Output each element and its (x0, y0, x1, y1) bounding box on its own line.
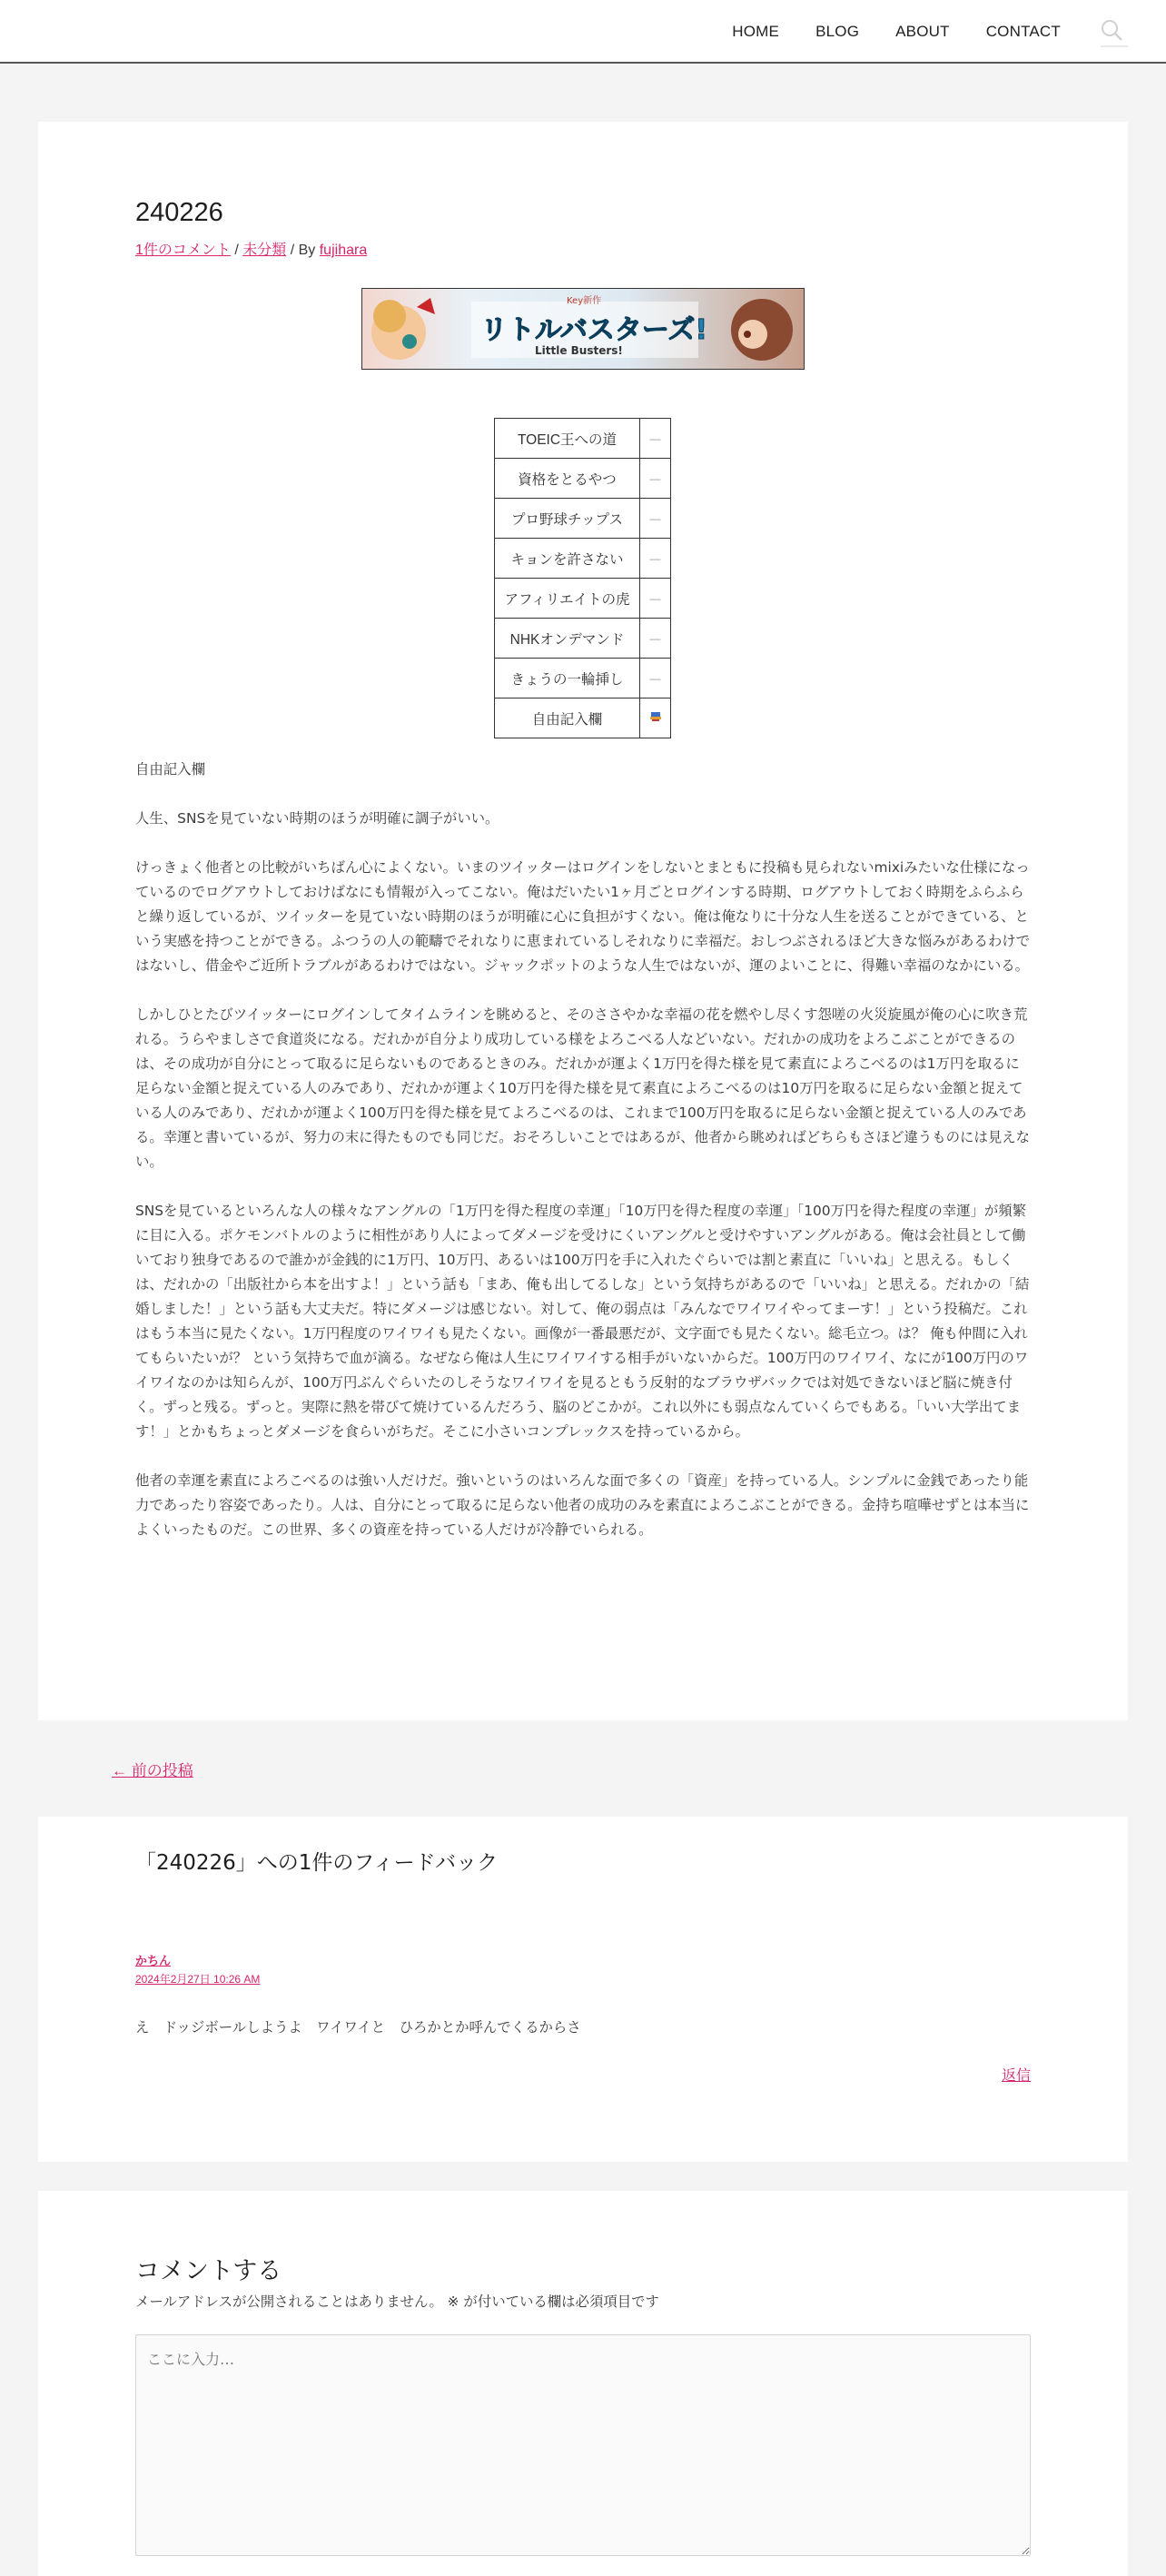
banner-small-text: Key新作 (567, 296, 602, 306)
link-table (494, 418, 671, 738)
post-content (135, 758, 1031, 1567)
site-header (0, 0, 1166, 64)
meta-separator: / (234, 243, 243, 258)
reply-link[interactable]: 返信 (1001, 2066, 1031, 2084)
link-table-mark: — (640, 499, 671, 539)
post-paragraph: 他者の幸運を素直によろこべるのは強い人だけだ。強いというのはいろんな面で多くの「資産」を持っている人。シンプルに金銭であったり能力であったり容姿であったり。人は、自分にとって取るに足らない他者の成功のみを素直によろこぶことができる。金持ち喧嘩せずとは本当によくいったものだ。この世界、多くの資産を持っている人だけが冷静でいられる。 (135, 1472, 1030, 1538)
link-table-mark (640, 698, 671, 738)
link-table-label[interactable]: アフィリエイトの虎 (495, 579, 640, 619)
reply-title: コメントする (135, 2257, 282, 2285)
comment-author[interactable]: かちん (135, 1955, 172, 1968)
link-table-row (495, 539, 671, 579)
nav-blog-link[interactable]: BLOG (815, 23, 860, 40)
nav-home-link[interactable]: HOME (732, 23, 780, 40)
link-table-mark: — (640, 459, 671, 499)
banner-sub-text: Little Busters! (535, 344, 623, 357)
comment-date[interactable]: 2024年2月27日 10:26 AM (135, 1973, 261, 1986)
post-paragraph: けっきょく他者との比較がいちばん心によくない。いまのツイッターはログインをしないとまともに投稿も見られないmixiみたいな仕様になっているのでログアウトしておけばなにも情報が入ってこない。俺はだいたい1ヶ月ごとログインする時期、ログアウトしておく時期をふらふらと繰り返しているが、ツイッターを見ていない時期のほうが明確に心に負担がすくない。俺は俺なりに十分な人生を送ることができている、という実感を持つことができる。ふつうの人の範疇でそれなりに恵まれているしそれなりに幸福だ。おしつぶされるほど大きな悩みがあるわけではないし、借金やご近所トラブルがあるわけではない。ジャックポットのような人生ではないが、運のよいことに、得難い幸福のなかにいる。 (135, 859, 1031, 974)
link-table-row (495, 579, 671, 619)
link-table-mark: — (640, 579, 671, 619)
post-paragraph: SNSを見ているといろんな人の様々なアングルの「1万円を得た程度の幸運」「10万円を得た程度の幸運」「100万円を得た程度の幸運」が頻繁に目に入る。ポケモンバトルのように相性があり人によってダメージを受けにくいアングルと受けやすいアングルがある。俺は会社員として働いており独身であるので誰かが金銭的に1万円、10万円、あるいは100万円を手に入れたぐらいでは割と素直に「いいね」と思える。もしくは、だれかの「出版社から本を出すよ！」という話も「まあ、俺も出してるしな」という気持ちがあるので「いいね」と思える。だれかの「結婚しました！」という話も大丈夫だ。特にダメージは感じない。対して、俺の弱点は「みんなでワイワイやってまーす！」という投稿だ。これはもう本当に見たくない。1万円程度のワイワイも見たくない。画像が一番最悪だが、文字面でも見たくない。総毛立つ。は？ 俺も仲間に入れてもらいたいが？ という気持ちで血が滴る。なぜなら俺は人生にワイワイする相手がいないからだ。100万円のワイワイ、なにが100万円のワイワイなのかは知らんが、100万円ぶんぐらいたのしそうなワイワイを見るともう反射的なブラウザバックでは対処できないほど脳に焼き付く。ずっと残る。ずっと。実際に熱を帯びて焼けているんだろう、脳のどこかが。これ以外にも弱点なんていくらでもある。「いい大学出てます！」とかもちょっとダメージを食らいがちだ。そこに小さいコンプレックスを持っているから。 (135, 1203, 1030, 1440)
link-table-row (495, 619, 671, 659)
by-label: By (298, 243, 316, 258)
post-paragraph: しかしひとたびツイッターにログインしてタイムラインを眺めると、そのささやかな幸福の花を燃やし尽くす怨嗟の火災旋風が俺の心に吹き荒れる。うらやましさで食道炎になる。だれかが自分より成功している様をよろこべる人などいない。だれかの成功をよろこぶことができるのは、その成功が自分にとって取るに足らないものであるときのみ。だれかが運よく1万円を得た様を見て素直によろこべるのは1万円を取るに足らない金額と捉えている人のみであり、だれかが運よく10万円を得た様を見て素直によろこべるのは10万円を取るに足らない金額と捉えている人のみであり、だれかが運よく100万円を得た様を見てよろこべるのは、これまで100万円を取るに足らない金額と捉えている人のみである。幸運と書いているが、努力の末に得たものでも同じだ。おそろしいことではあるが、他者から眺めればどちらもさほど違うものには見えない。 (135, 1006, 1031, 1170)
nav-about-link[interactable]: ABOUT (895, 23, 950, 40)
link-table-mark: — (640, 539, 671, 579)
link-table-row (495, 659, 671, 698)
comment-form-section (38, 2191, 1128, 2576)
comment-textarea[interactable] (135, 2334, 1031, 2556)
link-table-mark: — (640, 619, 671, 659)
main-nav (696, 0, 1128, 64)
post-article (38, 122, 1128, 1720)
post-paragraph: 自由記入欄 (135, 761, 205, 778)
post-meta (135, 238, 367, 259)
comment-text: え ドッジボールしようよ ワイワイと ひろかとか呼んでくるからさ (135, 2019, 581, 2036)
link-table-label[interactable]: キョンを許さない (495, 539, 640, 579)
link-table-row (495, 459, 671, 499)
search-button[interactable] (1099, 16, 1128, 47)
comments-title: 「240226」への1件のフィードバック (135, 1851, 499, 1875)
link-table-row (495, 499, 671, 539)
comments-section (38, 1817, 1128, 2162)
link-table-row (495, 419, 671, 459)
link-table-label[interactable]: 自由記入欄 (495, 698, 640, 738)
post-title: 240226 (135, 198, 223, 227)
comments-count-link[interactable]: 1件のコメント (135, 243, 231, 258)
post-paragraph: 人生、SNSを見ていない時期のほうが明確に調子がいい。 (135, 810, 499, 827)
banner-logo-text: リトルバスターズ! (480, 314, 708, 346)
prev-post-link[interactable]: ← 前の投稿 (112, 1762, 193, 1779)
category-link[interactable]: 未分類 (242, 243, 287, 258)
link-table-row (495, 698, 671, 738)
author-link[interactable]: fujihara (319, 243, 368, 258)
link-table-label[interactable]: 資格をとるやつ (495, 459, 640, 499)
comment-notes: メールアドレスが公開されることはありません。 ※ が付いている欄は必須項目です (135, 2294, 659, 2310)
link-table-label[interactable]: TOEIC王への道 (495, 419, 640, 459)
meta-separator: / (290, 243, 299, 258)
link-table-mark: — (640, 659, 671, 698)
nav-contact-link[interactable]: CONTACT (985, 23, 1061, 40)
search-icon (1099, 16, 1128, 47)
link-table-mark: — (640, 419, 671, 459)
link-table-label[interactable]: NHKオンデマンド (495, 619, 640, 659)
link-table-label[interactable]: きょうの一輪挿し (495, 659, 640, 698)
banner-image[interactable] (361, 288, 805, 370)
link-table-label[interactable]: プロ野球チップス (495, 499, 640, 539)
badge-icon (649, 711, 662, 722)
